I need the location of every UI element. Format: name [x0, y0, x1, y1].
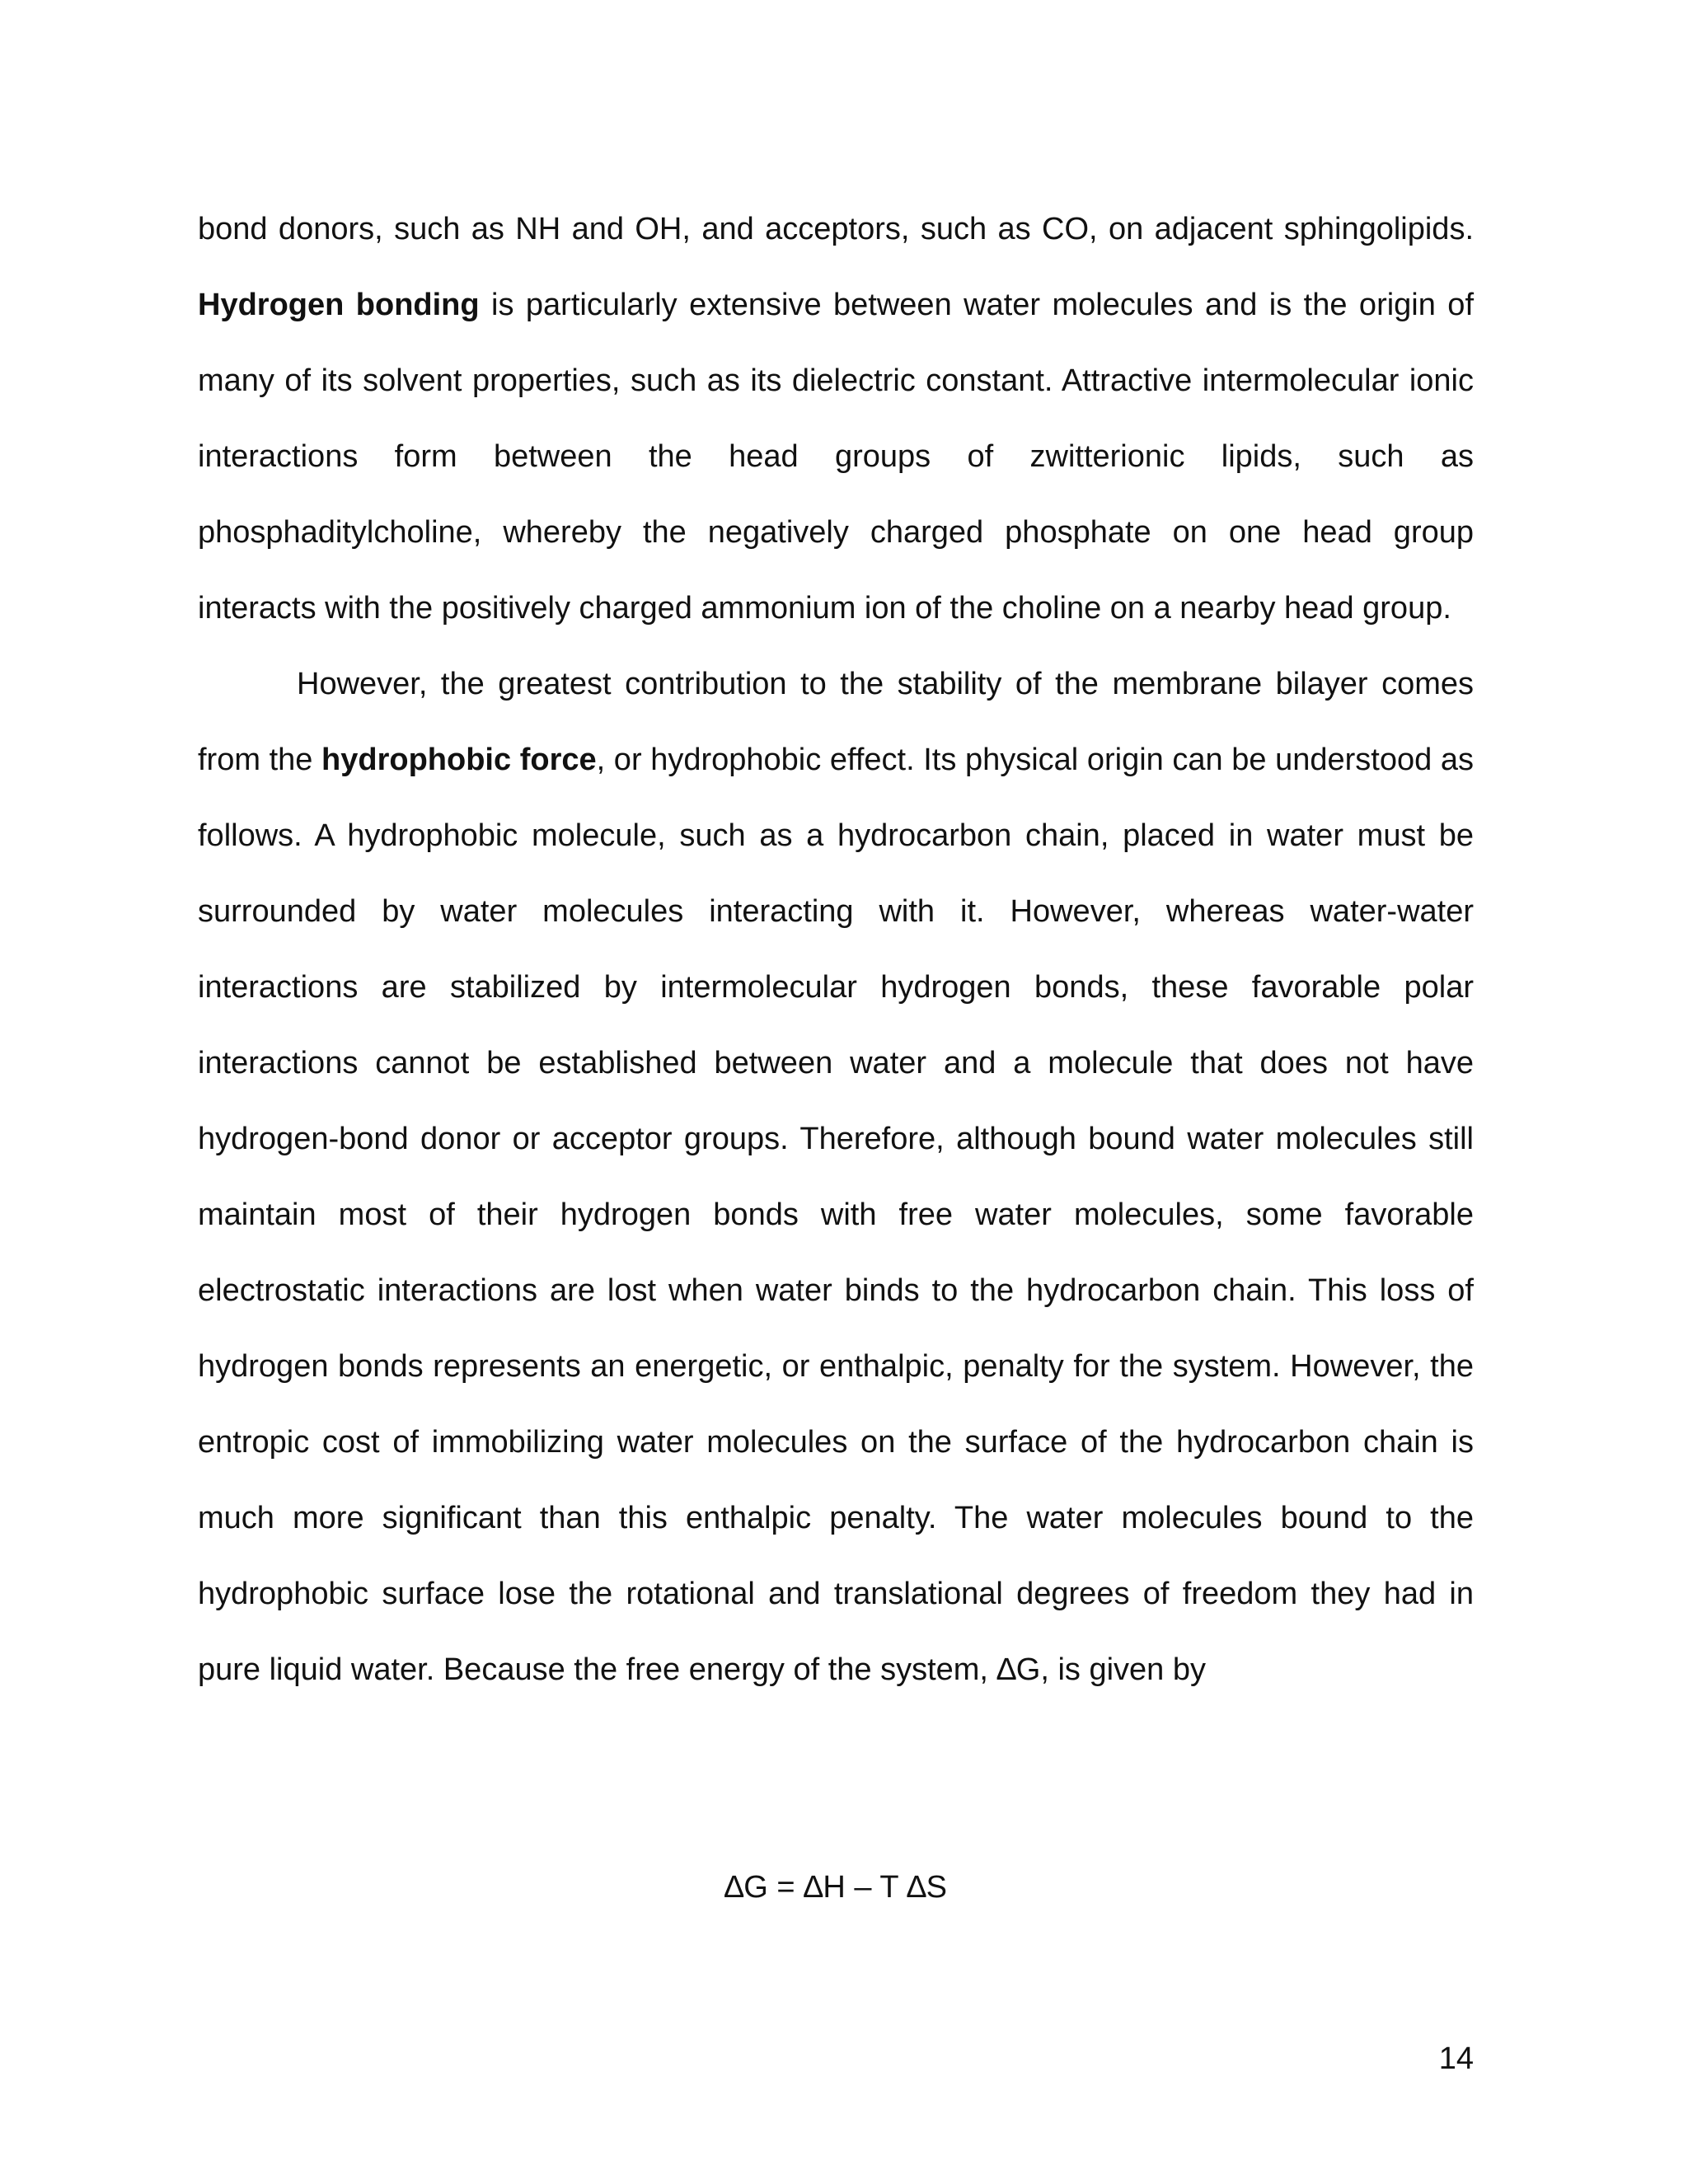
paragraph-hydrophobic-force [198, 646, 1474, 1708]
page-number: 14 [1438, 2041, 1474, 2076]
paragraph-text: is particularly extensive between water molecules and is the origin of many of its solvent properties, such as its dielectric constant. Attractive intermolecular ionic interactions form between the head groups of zwitterionic lipids, such as phosphaditylcholine, whereby the negatively charged phosphate on one head group interacts with the positively charged ammonium ion of the choline on a nearby head group. [198, 288, 1474, 626]
body-text [198, 191, 1474, 1708]
paragraph-text: bond donors, such as NH and OH, and acceptors, such as CO, on adjacent sphingolipids. [198, 212, 1474, 246]
bold-term-hydrogen-bonding: Hydrogen bonding [198, 288, 480, 322]
paragraph-text: However, the greatest contribution to the stability of the membrane bilayer comes from the [198, 667, 1474, 777]
bold-term-hydrophobic-force: hydrophobic force [321, 743, 597, 777]
paragraph-hydrogen-bonding [198, 191, 1474, 646]
paragraph-text: , or hydrophobic effect. Its physical origin can be understood as follows. A hydrophobic molecule, such as a hydrocarbon chain, placed in water must be surrounded by water molecules interacting with it. However, whereas water-water interactions are stabilized by intermolecular hydrogen bonds, these favorable polar interactions cannot be established between water and a molecule that does not have hydrogen-bond donor or acceptor groups. Therefore, although bound water molecules still maintain most of their hydrogen bonds with free water molecules, some favorable electrostatic interactions are lost when water binds to the hydrocarbon chain. This loss of hydrogen bonds represents an energetic, or enthalpic, penalty for the system. However, the entropic cost of immobilizing water molecules on the surface of the hydrocarbon chain is much more significant than this enthalpic penalty. The water molecules bound to the hydrophobic surface lose the rotational and translational degrees of freedom they had in pure liquid water. Because the free energy of the system, ∆G, is given by [198, 743, 1474, 1687]
free-energy-equation: ∆G = ∆H – T ∆S [724, 1870, 948, 1905]
